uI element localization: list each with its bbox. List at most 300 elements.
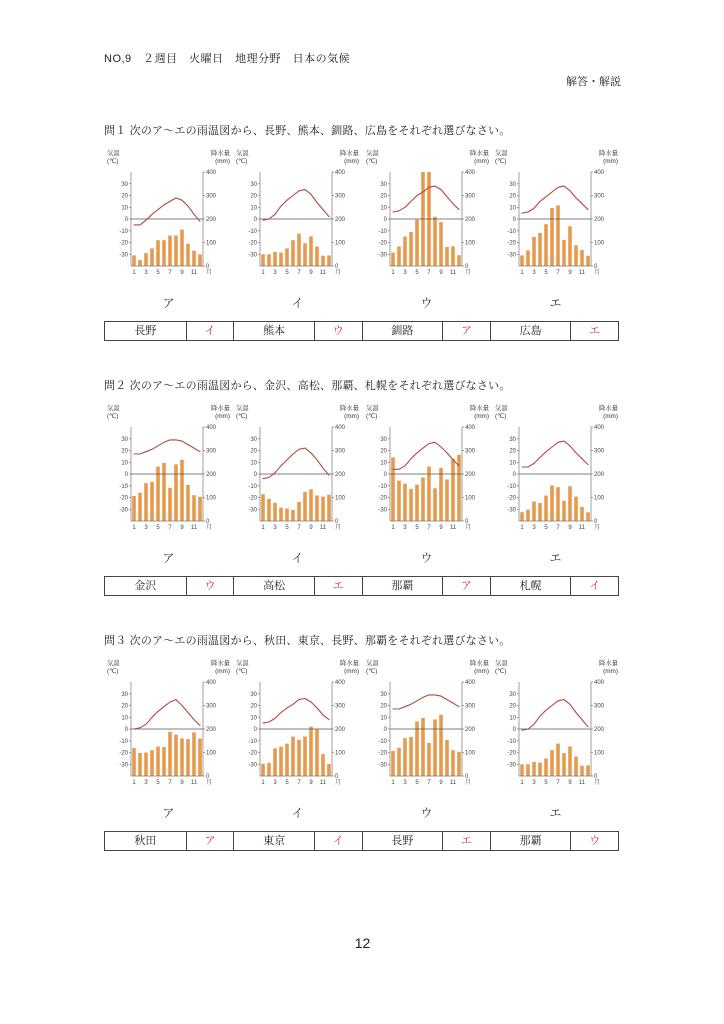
svg-text:3: 3 xyxy=(532,525,536,531)
svg-text:気温: 気温 xyxy=(236,150,250,157)
svg-text:200: 200 xyxy=(464,727,475,733)
precip-bar xyxy=(550,208,554,266)
svg-text:-30: -30 xyxy=(507,507,516,514)
chart-slot xyxy=(233,401,362,544)
svg-text:20: 20 xyxy=(379,448,387,455)
svg-text:0: 0 xyxy=(512,727,516,733)
svg-text:-20: -20 xyxy=(507,750,516,757)
precip-bar xyxy=(397,247,401,267)
precip-bar xyxy=(580,507,584,521)
answer-letter-cell: ウ xyxy=(186,577,234,595)
precip-bar xyxy=(262,494,266,521)
precip-bar xyxy=(174,236,178,267)
svg-text:7: 7 xyxy=(426,780,431,786)
svg-text:200: 200 xyxy=(464,217,475,223)
precip-bar xyxy=(138,753,142,776)
precip-bar xyxy=(574,497,578,521)
precip-bar xyxy=(156,467,160,522)
answer-city-cell: 那覇 xyxy=(362,577,443,595)
svg-text:400: 400 xyxy=(206,170,217,176)
precip-bar xyxy=(433,217,437,266)
precip-bar xyxy=(451,750,455,776)
question-1-chart-labels xyxy=(104,294,621,311)
precip-bar xyxy=(174,464,178,521)
svg-text:3: 3 xyxy=(402,525,407,531)
answer-city-cell: 釧路 xyxy=(362,322,443,340)
precip-bar xyxy=(556,744,560,776)
svg-text:降水量: 降水量 xyxy=(340,150,360,157)
svg-text:1: 1 xyxy=(520,780,524,786)
svg-text:300: 300 xyxy=(593,703,604,710)
svg-text:3: 3 xyxy=(144,525,148,531)
svg-text:400: 400 xyxy=(593,680,604,686)
svg-text:300: 300 xyxy=(464,193,475,200)
svg-text:11: 11 xyxy=(449,525,456,531)
svg-text:10: 10 xyxy=(250,715,258,722)
precip-bar xyxy=(328,495,332,521)
svg-text:11: 11 xyxy=(449,270,456,276)
svg-text:0: 0 xyxy=(464,774,468,780)
chart-label: ア xyxy=(162,806,175,820)
page-number: 12 xyxy=(354,935,371,951)
svg-text:11: 11 xyxy=(190,270,198,276)
svg-text:0: 0 xyxy=(383,727,387,733)
svg-text:5: 5 xyxy=(285,525,289,531)
climograph-1-広島 xyxy=(492,146,621,284)
chart-slot xyxy=(492,401,621,544)
chart-slot xyxy=(492,656,621,799)
svg-text:気温: 気温 xyxy=(494,150,508,157)
temp-line xyxy=(522,700,588,731)
precip-bar xyxy=(574,245,578,266)
precip-bar xyxy=(286,248,290,266)
svg-text:(mm): (mm) xyxy=(603,158,618,165)
svg-text:0: 0 xyxy=(206,774,210,780)
precip-bar xyxy=(162,463,166,521)
precip-bar xyxy=(292,737,296,777)
precip-bar xyxy=(532,762,536,776)
svg-text:30: 30 xyxy=(509,691,516,698)
svg-text:400: 400 xyxy=(335,425,346,431)
precip-bar xyxy=(310,236,314,266)
precip-bar xyxy=(562,753,566,776)
question-2-title: 問２ 次のア～エの雨温図から、金沢、高松、那覇、札幌をそれぞれ選びなさい。 xyxy=(104,380,511,392)
svg-text:(℃): (℃) xyxy=(107,668,119,675)
svg-text:(℃): (℃) xyxy=(494,668,507,675)
svg-text:200: 200 xyxy=(335,727,346,733)
chart-slot xyxy=(233,656,362,799)
precip-bar xyxy=(391,751,395,776)
svg-text:(mm): (mm) xyxy=(473,668,489,675)
svg-text:400: 400 xyxy=(206,425,217,431)
precip-bar xyxy=(550,750,554,776)
svg-text:1: 1 xyxy=(390,525,395,531)
precip-bar xyxy=(198,497,202,521)
precip-bar xyxy=(286,744,290,776)
svg-text:月: 月 xyxy=(335,270,342,276)
svg-text:100: 100 xyxy=(206,495,217,502)
svg-text:7: 7 xyxy=(426,525,431,531)
precip-bar xyxy=(132,255,136,266)
climograph-1-熊本 xyxy=(363,146,492,284)
svg-text:20: 20 xyxy=(250,193,258,200)
answer-city-cell: 東京 xyxy=(233,832,314,850)
climograph-1-長野 xyxy=(233,146,362,284)
precip-bar xyxy=(138,260,142,266)
precip-bar xyxy=(526,250,530,266)
svg-text:-10: -10 xyxy=(119,738,128,745)
precip-bar xyxy=(415,485,419,521)
precip-bar xyxy=(274,503,278,521)
answer-letter-cell: エ xyxy=(314,577,362,595)
svg-text:7: 7 xyxy=(426,270,431,276)
svg-text:30: 30 xyxy=(379,181,387,188)
precip-bar xyxy=(439,715,443,776)
precip-bar xyxy=(421,478,425,522)
precip-bar xyxy=(304,243,308,266)
svg-text:11: 11 xyxy=(320,525,327,531)
svg-text:-20: -20 xyxy=(507,495,516,502)
precip-bar xyxy=(445,247,449,266)
precip-bar xyxy=(586,512,590,521)
chart-slot xyxy=(233,146,362,289)
svg-text:-20: -20 xyxy=(377,240,387,247)
precip-bar xyxy=(538,503,542,521)
svg-text:-20: -20 xyxy=(248,495,258,502)
svg-text:-20: -20 xyxy=(248,750,258,757)
precip-bar xyxy=(556,205,560,266)
svg-text:3: 3 xyxy=(273,780,277,786)
svg-text:月: 月 xyxy=(593,780,600,786)
svg-text:-30: -30 xyxy=(119,762,128,769)
precip-bar xyxy=(174,735,178,776)
svg-text:30: 30 xyxy=(509,181,516,188)
precip-bar xyxy=(144,253,148,266)
svg-text:0: 0 xyxy=(206,264,210,270)
temp-line xyxy=(263,699,329,724)
svg-text:100: 100 xyxy=(464,495,475,502)
precip-bar xyxy=(433,719,437,776)
svg-text:気温: 気温 xyxy=(107,150,120,157)
temp-line xyxy=(393,695,459,709)
precip-bar xyxy=(556,487,560,521)
precip-bar xyxy=(409,489,413,521)
chart-label: エ xyxy=(549,551,562,565)
svg-text:1: 1 xyxy=(132,780,136,786)
svg-text:-30: -30 xyxy=(119,507,128,514)
svg-text:月: 月 xyxy=(464,270,471,276)
climograph-2-那覇 xyxy=(104,401,233,539)
precip-bar xyxy=(168,236,172,267)
climograph-3-長野 xyxy=(492,656,621,794)
chart-slot xyxy=(492,146,621,289)
temp-line xyxy=(522,186,588,213)
temp-line xyxy=(393,186,459,212)
svg-text:300: 300 xyxy=(464,703,475,710)
svg-text:9: 9 xyxy=(180,780,184,786)
svg-text:100: 100 xyxy=(206,750,217,757)
precip-bar xyxy=(186,739,190,776)
svg-text:月: 月 xyxy=(464,525,471,531)
svg-text:降水量: 降水量 xyxy=(598,660,618,667)
svg-text:1: 1 xyxy=(132,270,136,276)
precip-bar xyxy=(192,251,196,266)
climograph-3-秋田 xyxy=(104,656,233,794)
svg-text:0: 0 xyxy=(335,519,339,525)
svg-text:0: 0 xyxy=(335,774,339,780)
svg-text:気温: 気温 xyxy=(107,405,120,412)
svg-text:-10: -10 xyxy=(248,228,258,235)
svg-text:0: 0 xyxy=(593,264,598,270)
svg-text:降水量: 降水量 xyxy=(598,150,618,157)
climograph-1-釧路 xyxy=(104,146,233,284)
svg-text:20: 20 xyxy=(121,703,128,710)
precip-bar xyxy=(322,497,326,521)
precip-bar xyxy=(274,252,278,266)
precip-bar xyxy=(322,256,326,266)
svg-text:10: 10 xyxy=(121,205,128,212)
svg-text:(℃): (℃) xyxy=(236,668,248,675)
svg-text:(mm): (mm) xyxy=(344,668,360,675)
svg-text:9: 9 xyxy=(568,780,572,786)
temp-line xyxy=(522,441,588,467)
svg-text:月: 月 xyxy=(593,525,600,531)
svg-text:(mm): (mm) xyxy=(473,413,489,420)
svg-text:200: 200 xyxy=(593,727,604,733)
svg-text:100: 100 xyxy=(593,750,604,757)
answer-city-cell: 熊本 xyxy=(233,322,314,340)
precip-bar xyxy=(403,738,407,776)
svg-text:5: 5 xyxy=(285,780,289,786)
precip-bar xyxy=(457,752,461,776)
chart-label: ア xyxy=(162,551,175,565)
precip-bar xyxy=(322,754,326,776)
climograph-2-高松 xyxy=(492,401,621,539)
svg-text:0: 0 xyxy=(383,472,387,478)
precip-bar xyxy=(391,253,395,266)
svg-text:(℃): (℃) xyxy=(494,413,507,420)
precip-bar xyxy=(526,764,530,776)
svg-text:0: 0 xyxy=(124,217,128,223)
svg-text:(℃): (℃) xyxy=(107,413,119,420)
precip-bar xyxy=(316,495,320,521)
precip-bar xyxy=(544,758,548,776)
precip-bar xyxy=(391,458,395,522)
svg-text:気温: 気温 xyxy=(494,660,508,667)
climograph-3-東京 xyxy=(233,656,362,794)
precip-bar xyxy=(421,718,425,776)
precip-bar xyxy=(268,763,272,776)
precip-bar xyxy=(162,747,166,776)
chart-label: ア xyxy=(162,296,175,310)
precip-bar xyxy=(150,482,154,521)
precip-bar xyxy=(186,244,190,266)
svg-text:降水量: 降水量 xyxy=(469,405,489,412)
svg-text:3: 3 xyxy=(144,270,148,276)
svg-text:気温: 気温 xyxy=(494,405,508,412)
answer-letter-cell: イ xyxy=(314,832,362,850)
svg-text:300: 300 xyxy=(335,193,346,200)
svg-text:0: 0 xyxy=(512,472,516,478)
svg-text:降水量: 降水量 xyxy=(598,405,618,412)
precip-bar xyxy=(544,496,548,521)
precip-bar xyxy=(162,240,166,266)
svg-text:-20: -20 xyxy=(377,750,387,757)
svg-text:3: 3 xyxy=(273,270,277,276)
svg-text:降水量: 降水量 xyxy=(340,405,360,412)
svg-text:10: 10 xyxy=(121,460,128,467)
chart-slot xyxy=(363,146,492,289)
precip-bar xyxy=(280,253,284,266)
svg-text:-10: -10 xyxy=(507,738,516,745)
precip-bar xyxy=(568,486,572,521)
svg-text:(℃): (℃) xyxy=(494,158,507,165)
svg-text:降水量: 降水量 xyxy=(469,660,489,667)
precip-bar xyxy=(562,501,566,521)
svg-text:300: 300 xyxy=(593,193,604,200)
svg-text:-10: -10 xyxy=(119,483,128,490)
svg-text:(mm): (mm) xyxy=(215,158,230,165)
precip-bar xyxy=(198,738,202,776)
svg-text:400: 400 xyxy=(206,680,217,686)
svg-text:10: 10 xyxy=(379,460,387,467)
svg-text:30: 30 xyxy=(121,181,128,188)
svg-text:20: 20 xyxy=(121,448,128,455)
svg-text:11: 11 xyxy=(190,525,198,531)
question-3-title: 問３ 次のア～エの雨温図から、秋田、東京、長野、那覇をそれぞれ選びなさい。 xyxy=(104,635,511,647)
svg-text:-30: -30 xyxy=(507,252,516,259)
answer-city-cell: 長野 xyxy=(362,832,443,850)
svg-text:200: 200 xyxy=(464,472,475,478)
question-3-charts xyxy=(104,656,621,799)
svg-text:400: 400 xyxy=(464,680,475,686)
svg-text:7: 7 xyxy=(297,780,301,786)
svg-text:(mm): (mm) xyxy=(603,668,618,675)
svg-text:10: 10 xyxy=(509,460,516,467)
svg-text:3: 3 xyxy=(144,780,148,786)
svg-text:(mm): (mm) xyxy=(215,413,230,420)
svg-text:5: 5 xyxy=(414,780,419,786)
svg-text:9: 9 xyxy=(568,270,572,276)
svg-text:-20: -20 xyxy=(119,750,128,757)
answer-city-cell: 広島 xyxy=(490,322,571,340)
svg-text:20: 20 xyxy=(121,193,128,200)
svg-text:5: 5 xyxy=(414,525,419,531)
svg-text:9: 9 xyxy=(438,525,443,531)
svg-text:400: 400 xyxy=(464,170,475,176)
chart-slot xyxy=(363,656,492,799)
svg-text:30: 30 xyxy=(250,691,258,698)
temp-line xyxy=(134,198,200,225)
svg-text:300: 300 xyxy=(206,448,217,455)
chart-slot xyxy=(363,401,492,544)
svg-text:1: 1 xyxy=(261,270,265,276)
svg-text:-20: -20 xyxy=(119,495,128,502)
svg-text:降水量: 降水量 xyxy=(210,660,230,667)
svg-text:降水量: 降水量 xyxy=(469,150,489,157)
svg-text:-30: -30 xyxy=(248,762,258,769)
question-2-charts xyxy=(104,401,621,544)
svg-text:5: 5 xyxy=(544,525,548,531)
svg-text:400: 400 xyxy=(593,425,604,431)
svg-text:0: 0 xyxy=(464,519,468,525)
svg-text:-30: -30 xyxy=(119,252,128,259)
answer-city-cell: 金沢 xyxy=(134,580,157,592)
svg-text:-20: -20 xyxy=(248,240,258,247)
precip-bar xyxy=(586,256,590,266)
header-title: NO,9 ２週目 火曜日 地理分野 日本の気候 xyxy=(104,53,351,65)
precip-bar xyxy=(192,732,196,776)
svg-text:-10: -10 xyxy=(248,483,258,490)
precip-bar xyxy=(186,485,190,521)
svg-text:300: 300 xyxy=(206,703,217,710)
svg-text:400: 400 xyxy=(593,170,604,176)
svg-text:(℃): (℃) xyxy=(365,413,378,420)
chart-label: イ xyxy=(291,806,304,820)
svg-text:7: 7 xyxy=(168,525,172,531)
precip-bar xyxy=(445,740,449,776)
precip-bar xyxy=(138,493,142,521)
precip-bar xyxy=(316,730,320,777)
svg-text:10: 10 xyxy=(250,460,258,467)
svg-text:-30: -30 xyxy=(377,507,387,514)
svg-text:5: 5 xyxy=(156,525,160,531)
answer-letter-cell: イ xyxy=(186,322,234,340)
chart-label: エ xyxy=(549,296,562,310)
question-2-answer-table xyxy=(104,576,619,596)
question-2-chart-labels xyxy=(104,549,621,566)
precip-bar xyxy=(292,510,296,521)
svg-text:9: 9 xyxy=(180,525,184,531)
precip-bar xyxy=(168,732,172,776)
chart-slot xyxy=(104,401,233,544)
svg-text:100: 100 xyxy=(335,750,346,757)
precip-bar xyxy=(532,502,536,522)
precip-bar xyxy=(550,486,554,522)
svg-text:100: 100 xyxy=(593,240,604,247)
svg-text:20: 20 xyxy=(509,448,516,455)
svg-text:400: 400 xyxy=(464,425,475,431)
precip-bar xyxy=(274,748,278,776)
svg-text:10: 10 xyxy=(250,205,258,212)
svg-text:1: 1 xyxy=(390,780,395,786)
svg-text:20: 20 xyxy=(379,703,387,710)
svg-text:5: 5 xyxy=(414,270,419,276)
precip-bar xyxy=(280,747,284,776)
svg-text:-10: -10 xyxy=(377,738,387,745)
svg-text:200: 200 xyxy=(593,472,604,478)
svg-text:9: 9 xyxy=(180,270,184,276)
svg-text:5: 5 xyxy=(544,780,548,786)
precip-bar xyxy=(433,488,437,521)
temp-line xyxy=(263,190,329,221)
svg-text:7: 7 xyxy=(168,270,172,276)
svg-text:1: 1 xyxy=(132,525,136,531)
answer-letter-cell: イ xyxy=(570,577,618,595)
precip-bar xyxy=(397,481,401,521)
svg-text:0: 0 xyxy=(124,472,128,478)
precip-bar xyxy=(304,492,308,521)
svg-text:気温: 気温 xyxy=(236,660,250,667)
svg-text:-10: -10 xyxy=(248,738,258,745)
header-answer-note: 解答・解説 xyxy=(566,76,621,88)
precip-bar xyxy=(328,255,332,266)
answer-city-cell: 札幌 xyxy=(490,577,571,595)
svg-text:3: 3 xyxy=(273,525,277,531)
page-content xyxy=(104,50,621,951)
svg-text:0: 0 xyxy=(253,472,258,478)
svg-text:100: 100 xyxy=(335,240,346,247)
